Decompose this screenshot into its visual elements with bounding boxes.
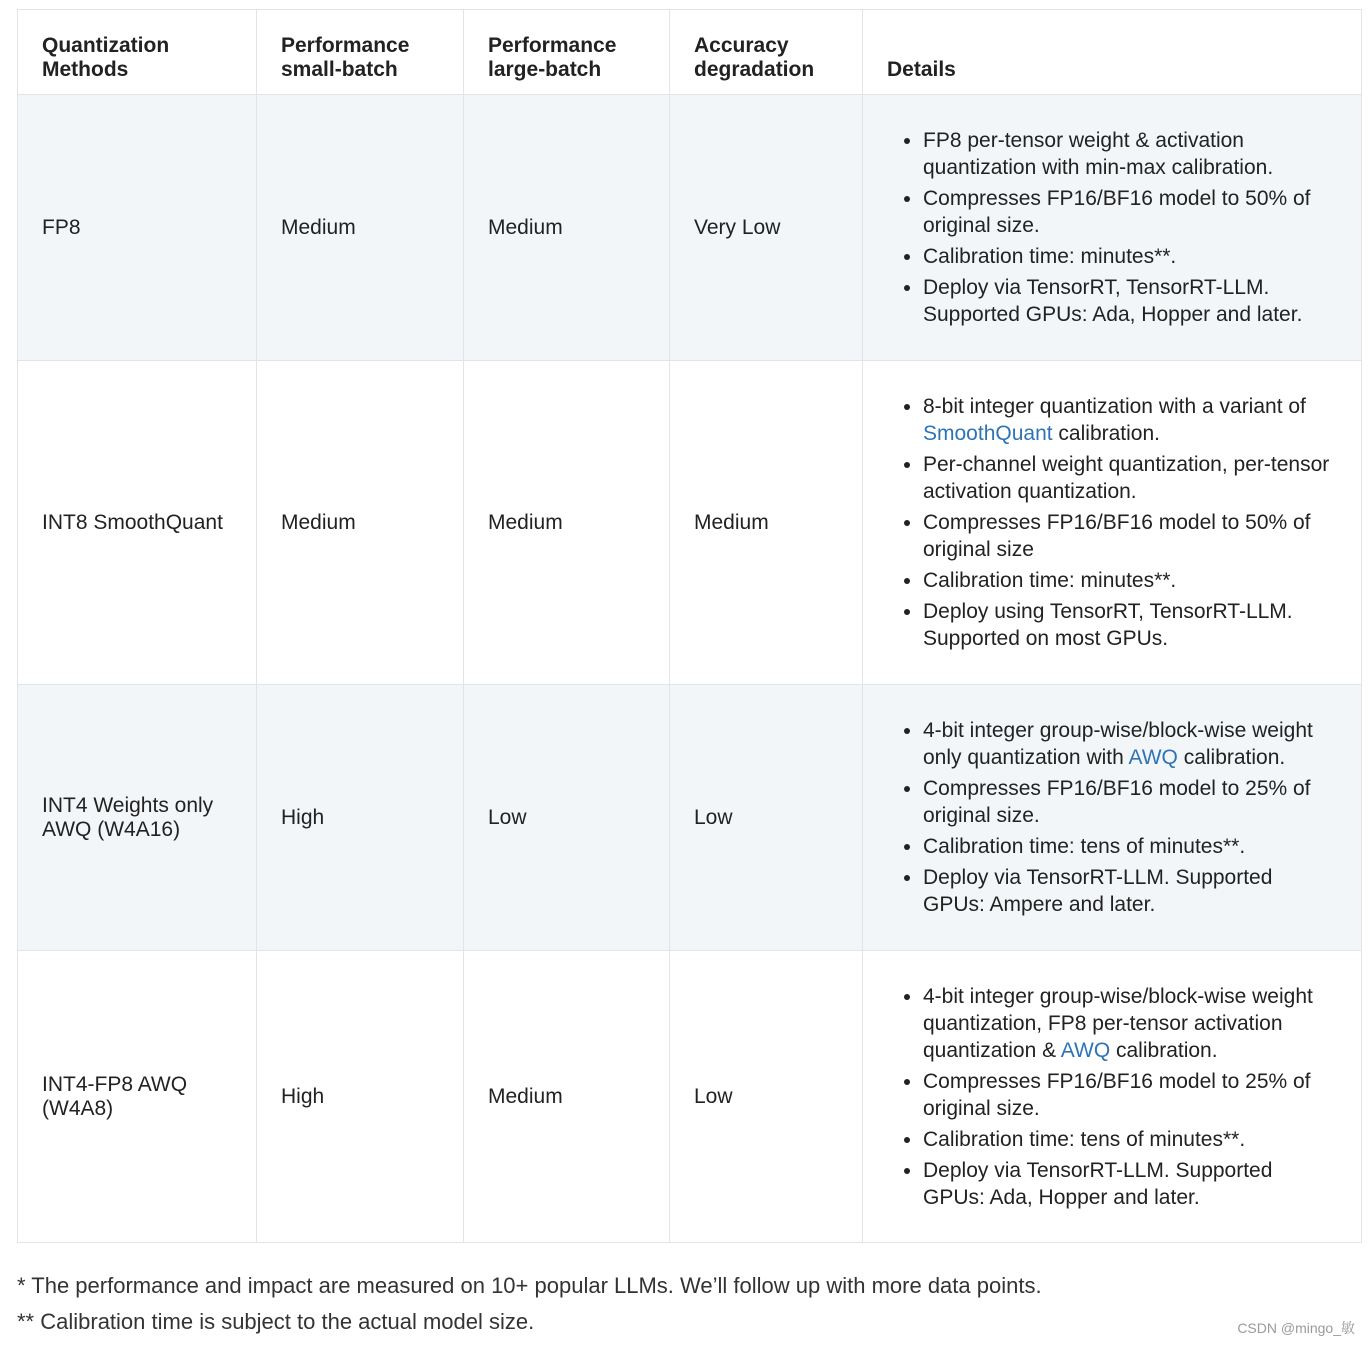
detail-item: • 4-bit integer group-wise/block-wise weight only quantization with AWQ calibration.: [923, 717, 1341, 771]
method-cell: INT8 SmoothQuant: [18, 361, 257, 685]
method-cell: INT4-FP8 AWQ (W4A8): [18, 951, 257, 1243]
table-row: [18, 95, 1362, 361]
detail-item: • 8-bit integer quantization with a variant of SmoothQuant calibration.: [923, 393, 1341, 447]
accuracy-degradation-cell: Medium: [670, 361, 863, 685]
details-cell: [863, 951, 1362, 1243]
details-cell: [863, 361, 1362, 685]
reference-link[interactable]: AWQ: [1128, 746, 1178, 769]
perf-large-batch-cell: Low: [464, 685, 670, 951]
footnote-calibration-time: ** Calibration time is subject to the actual model size.: [17, 1309, 535, 1334]
header-details: Details: [863, 10, 1362, 95]
details-list: [887, 393, 1341, 652]
table-row: [18, 685, 1362, 951]
header-accuracy-degradation: Accuracy degradation: [670, 10, 863, 95]
detail-item: • Calibration time: minutes**.: [923, 567, 1341, 594]
perf-small-batch-cell: Medium: [257, 95, 464, 361]
detail-item: • 4-bit integer group-wise/block-wise weight quantization, FP8 per-tensor activation quantization & AWQ calibration.: [923, 983, 1341, 1064]
accuracy-degradation-cell: Low: [670, 685, 863, 951]
detail-item: • Compresses FP16/BF16 model to 25% of original size.: [923, 775, 1341, 829]
details-cell: [863, 95, 1362, 361]
reference-link[interactable]: AWQ: [1060, 1038, 1111, 1062]
perf-small-batch-cell: High: [257, 685, 464, 951]
detail-item: • Per-channel weight quantization, per-tensor activation quantization.: [923, 451, 1341, 505]
detail-item: • Compresses FP16/BF16 model to 25% of original size.: [923, 1068, 1341, 1122]
perf-small-batch-cell: High: [257, 951, 464, 1243]
perf-large-batch-cell: Medium: [464, 361, 670, 685]
details-list: [887, 983, 1341, 1211]
method-cell: INT4 Weights only AWQ (W4A16): [18, 685, 257, 951]
footnote-performance: * The performance and impact are measured on 10+ popular LLMs. We’ll follow up with more data points.: [17, 1273, 1042, 1298]
quantization-methods-table: [17, 9, 1362, 1243]
detail-item: • Deploy using TensorRT, TensorRT-LLM. Supported on most GPUs.: [923, 598, 1341, 652]
details-list: [887, 717, 1341, 918]
detail-item: • Calibration time: tens of minutes**.: [923, 833, 1341, 860]
perf-small-batch-cell: Medium: [257, 361, 464, 685]
footnotes: [17, 1268, 1217, 1340]
detail-item: • Deploy via TensorRT-LLM. Supported GPUs: Ada, Hopper and later.: [923, 1157, 1341, 1211]
perf-large-batch-cell: Medium: [464, 951, 670, 1243]
table-row: [18, 951, 1362, 1243]
csdn-watermark: CSDN @mingo_敏: [1237, 1320, 1355, 1336]
perf-large-batch-cell: Medium: [464, 95, 670, 361]
table-row: [18, 361, 1362, 685]
method-cell: FP8: [18, 95, 257, 361]
detail-item: • Calibration time: tens of minutes**.: [923, 1126, 1341, 1153]
reference-link[interactable]: SmoothQuant: [923, 422, 1053, 445]
detail-item: • Compresses FP16/BF16 model to 50% of original size: [923, 509, 1341, 563]
accuracy-degradation-cell: Low: [670, 951, 863, 1243]
details-list: [887, 127, 1341, 328]
detail-item: • Calibration time: minutes**.: [923, 243, 1341, 270]
table-header-row: [18, 10, 1362, 95]
detail-item: • FP8 per-tensor weight & activation quantization with min-max calibration.: [923, 127, 1341, 181]
header-quantization-methods: Quantization Methods: [18, 10, 257, 95]
accuracy-degradation-cell: Very Low: [670, 95, 863, 361]
detail-item: • Deploy via TensorRT, TensorRT-LLM. Supported GPUs: Ada, Hopper and later.: [923, 274, 1341, 328]
detail-item: • Compresses FP16/BF16 model to 50% of original size.: [923, 185, 1341, 239]
details-cell: [863, 685, 1362, 951]
header-performance-small-batch: Performance small-batch: [257, 10, 464, 95]
detail-item: • Deploy via TensorRT-LLM. Supported GPUs: Ampere and later.: [923, 864, 1341, 918]
header-performance-large-batch: Performance large-batch: [464, 10, 670, 95]
